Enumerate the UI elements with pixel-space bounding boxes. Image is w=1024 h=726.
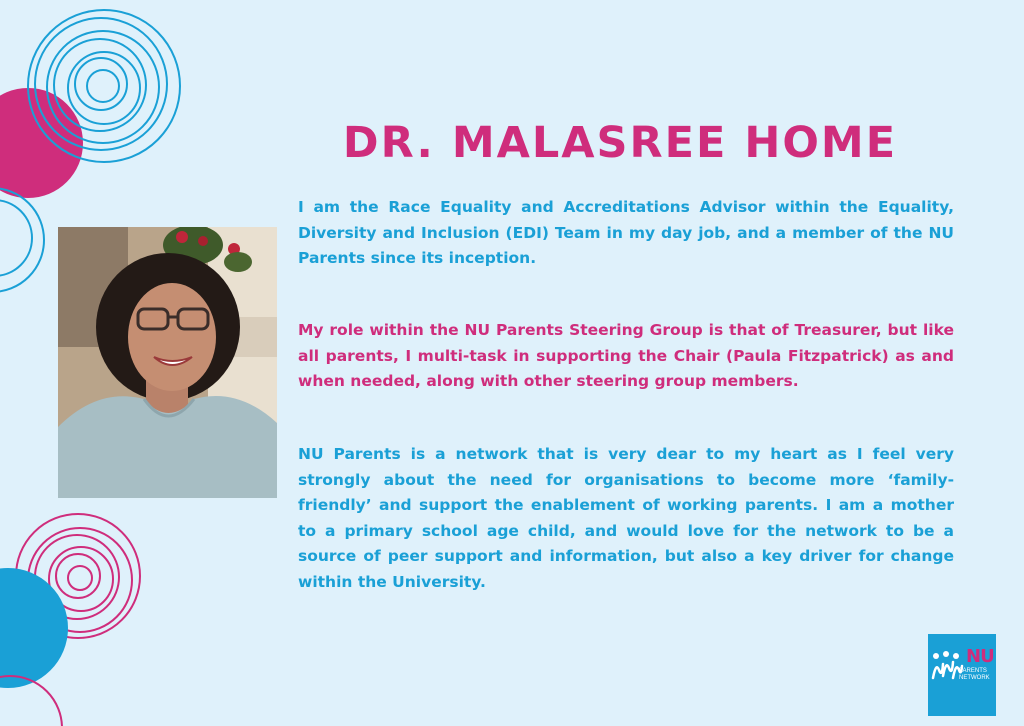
page-title: DR. MALASREE HOME: [342, 118, 898, 168]
portrait-photo: [58, 227, 277, 498]
blue-spiral-rings: [28, 10, 180, 162]
logo-line-2: NETWORK: [959, 675, 990, 681]
intro-paragraph: I am the Race Equality and Accreditations Advisor within the Equality, Diversity and Inclusion (EDI) Team in my day job, and a member of the NU Parents since its inception.: [298, 198, 954, 267]
role-paragraph: My role within the NU Parents Steering Group is that of Treasurer, but like all parents, I multi-task in supporting the Chair (Paula Fitzpatrick) as and when needed, along with other steering group members.: [298, 321, 954, 390]
blue-outline-circles: [0, 188, 44, 292]
logo-mark: NU: [966, 646, 994, 667]
nu-parents-network-logo: [928, 634, 996, 716]
network-paragraph: NU Parents is a network that is very dear to my heart as I feel very strongly about the need for organisations to become more ‘family-friendly’ and support the enablement of working parents. I am a mother to a primary school age child, and would love for the network to be a source of peer support and information, but also a key driver for change within the University.: [298, 445, 954, 591]
logo-line-1: PARENTS: [959, 668, 987, 674]
